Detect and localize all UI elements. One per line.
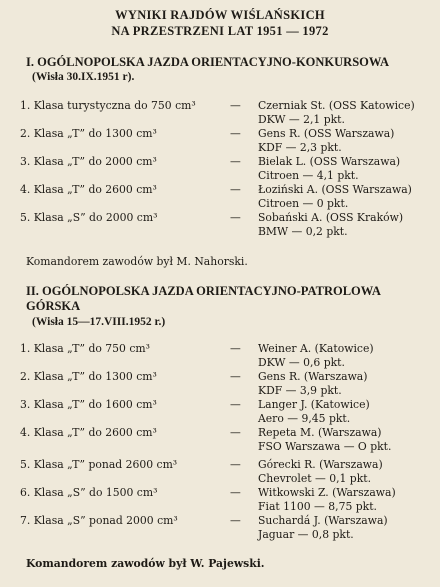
- winner: Gens R. (OSS Warszawa): [258, 127, 395, 140]
- dash: —: [230, 370, 241, 383]
- dash: —: [230, 211, 241, 224]
- dash: —: [230, 458, 241, 471]
- dash: —: [230, 155, 241, 168]
- class-label: 2. Klasa „T” do 1300 cm³: [20, 127, 157, 140]
- class-label: 1. Klasa turystyczna do 750 cm³: [20, 99, 196, 112]
- result-row: [0, 425, 440, 457]
- class-label: 1. Klasa „T” do 750 cm³: [20, 342, 150, 355]
- winner: Suchardá J. (Warszawa): [258, 514, 388, 527]
- dash: —: [230, 398, 241, 411]
- section2-heading-line1: II. OGÓLNOPOLSKA JAZDA ORIENTACYJNO-PATROLOWA: [26, 284, 381, 298]
- car-score: Chevrolet — 0,1 pkt.: [258, 472, 372, 485]
- class-label: 3. Klasa „T” do 1600 cm³: [20, 398, 157, 411]
- class-label: 7. Klasa „S” ponad 2000 cm³: [20, 514, 178, 527]
- winner: Czerniak St. (OSS Katowice): [258, 99, 415, 112]
- class-label: 5. Klasa „S” do 2000 cm³: [20, 211, 158, 224]
- winner: Weiner A. (Katowice): [258, 342, 374, 355]
- class-label: 3. Klasa „T” do 2000 cm³: [20, 155, 157, 168]
- car-score: BMW — 0,2 pkt.: [258, 225, 348, 238]
- car-score: DKW — 0,6 pkt.: [258, 356, 345, 369]
- page-title-line2: NA PRZESTRZENI LAT 1951 — 1972: [111, 24, 329, 38]
- winner: Sobański A. (OSS Kraków): [258, 211, 404, 224]
- class-label: 6. Klasa „S” do 1500 cm³: [20, 486, 158, 499]
- class-label: 4. Klasa „T” do 2600 cm³: [20, 183, 157, 196]
- result-row: [0, 513, 440, 545]
- dash: —: [230, 426, 241, 439]
- winner: Langer J. (Katowice): [258, 398, 370, 411]
- dash: —: [230, 127, 241, 140]
- dash: —: [230, 486, 241, 499]
- car-score: Citroen — 0 pkt.: [258, 197, 349, 210]
- section1-subheading: (Wisła 30.IX.1951 r).: [32, 71, 135, 83]
- car-score: FSO Warszawa — O pkt.: [258, 440, 392, 453]
- car-score: Jaguar — 0,8 pkt.: [258, 528, 354, 541]
- section2-commander: Komandorem zawodów był W. Pajewski.: [26, 557, 265, 570]
- winner: Gens R. (Warszawa): [258, 370, 368, 383]
- dash: —: [230, 342, 241, 355]
- dash: —: [230, 99, 241, 112]
- class-label: 2. Klasa „T” do 1300 cm³: [20, 370, 157, 383]
- class-label: 5. Klasa „T” ponad 2600 cm³: [20, 458, 178, 471]
- winner: Górecki R. (Warszawa): [258, 458, 383, 471]
- dash: —: [230, 183, 241, 196]
- car-score: KDF — 2,3 pkt.: [258, 141, 342, 154]
- page-title-line1: WYNIKI RAJDÓW WIŚLAŃSKICH: [115, 8, 325, 22]
- section2-heading-line2: GÓRSKA: [26, 299, 81, 313]
- winner: Repeta M. (Warszawa): [258, 426, 382, 439]
- section1-heading: I. OGÓLNOPOLSKA JAZDA ORIENTACYJNO-KONKURSOWA: [26, 55, 390, 69]
- car-score: Aero — 9,45 pkt.: [258, 412, 351, 425]
- car-score: Fiat 1100 — 8,75 pkt.: [258, 500, 377, 513]
- result-row: [0, 210, 440, 242]
- winner: Bielak L. (OSS Warszawa): [258, 155, 401, 168]
- section2-subheading: (Wisła 15—17.VIII.1952 r.): [32, 316, 166, 328]
- dash: —: [230, 514, 241, 527]
- car-score: KDF — 3,9 pkt.: [258, 384, 342, 397]
- winner: Witkowski Z. (Warszawa): [258, 486, 396, 499]
- winner: Łoziński A. (OSS Warszawa): [258, 183, 412, 196]
- section1-commander: Komandorem zawodów był M. Nahorski.: [26, 255, 248, 268]
- car-score: DKW — 2,1 pkt.: [258, 113, 345, 126]
- car-score: Citroen — 4,1 pkt.: [258, 169, 359, 182]
- class-label: 4. Klasa „T” do 2600 cm³: [20, 426, 157, 439]
